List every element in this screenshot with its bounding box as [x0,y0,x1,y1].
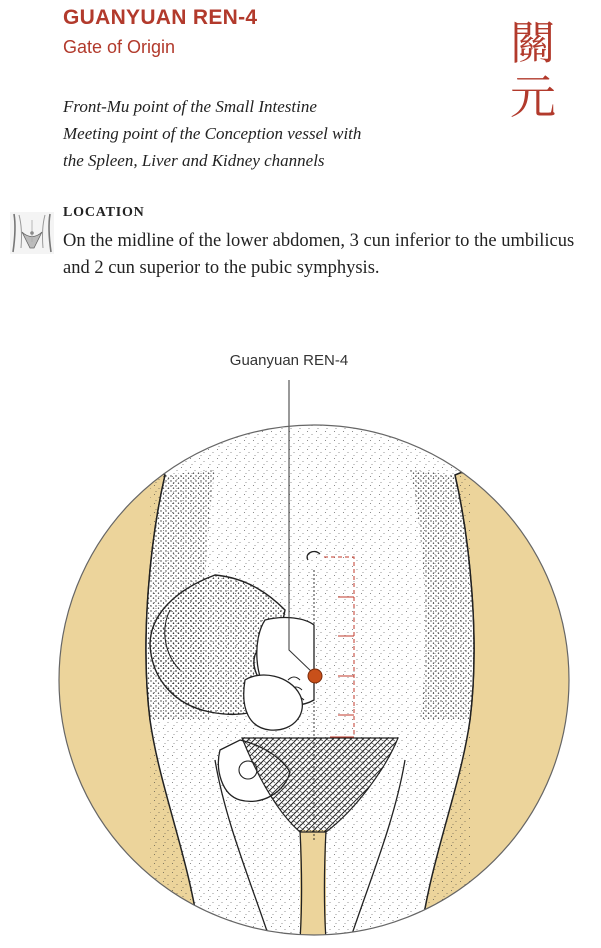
property-line: the Spleen, Liver and Kidney channels [63,151,325,170]
point-subtitle: Gate of Origin [63,37,176,57]
guanyuan-point-marker [308,669,322,683]
chinese-characters [498,16,568,124]
lower-body-thumbnail-icon [10,212,54,254]
point-properties [63,93,361,174]
location-text: On the midline of the lower abdomen, 3 cun inferior to the umbilicus and 2 cun superior to the pubic symphysis. [63,231,575,278]
anatomy-illustration [0,340,601,940]
property-line: Front-Mu point of the Small Intestine [63,97,317,116]
chinese-character-1: 關 [510,16,556,70]
property-line: Meeting point of the Conception vessel with [63,124,362,143]
point-title: GUANYUAN REN-4 [63,6,258,29]
chinese-character-2: 元 [510,70,556,124]
location-heading: LOCATION [63,205,145,220]
point-label: Guanyuan REN-4 [229,352,349,369]
